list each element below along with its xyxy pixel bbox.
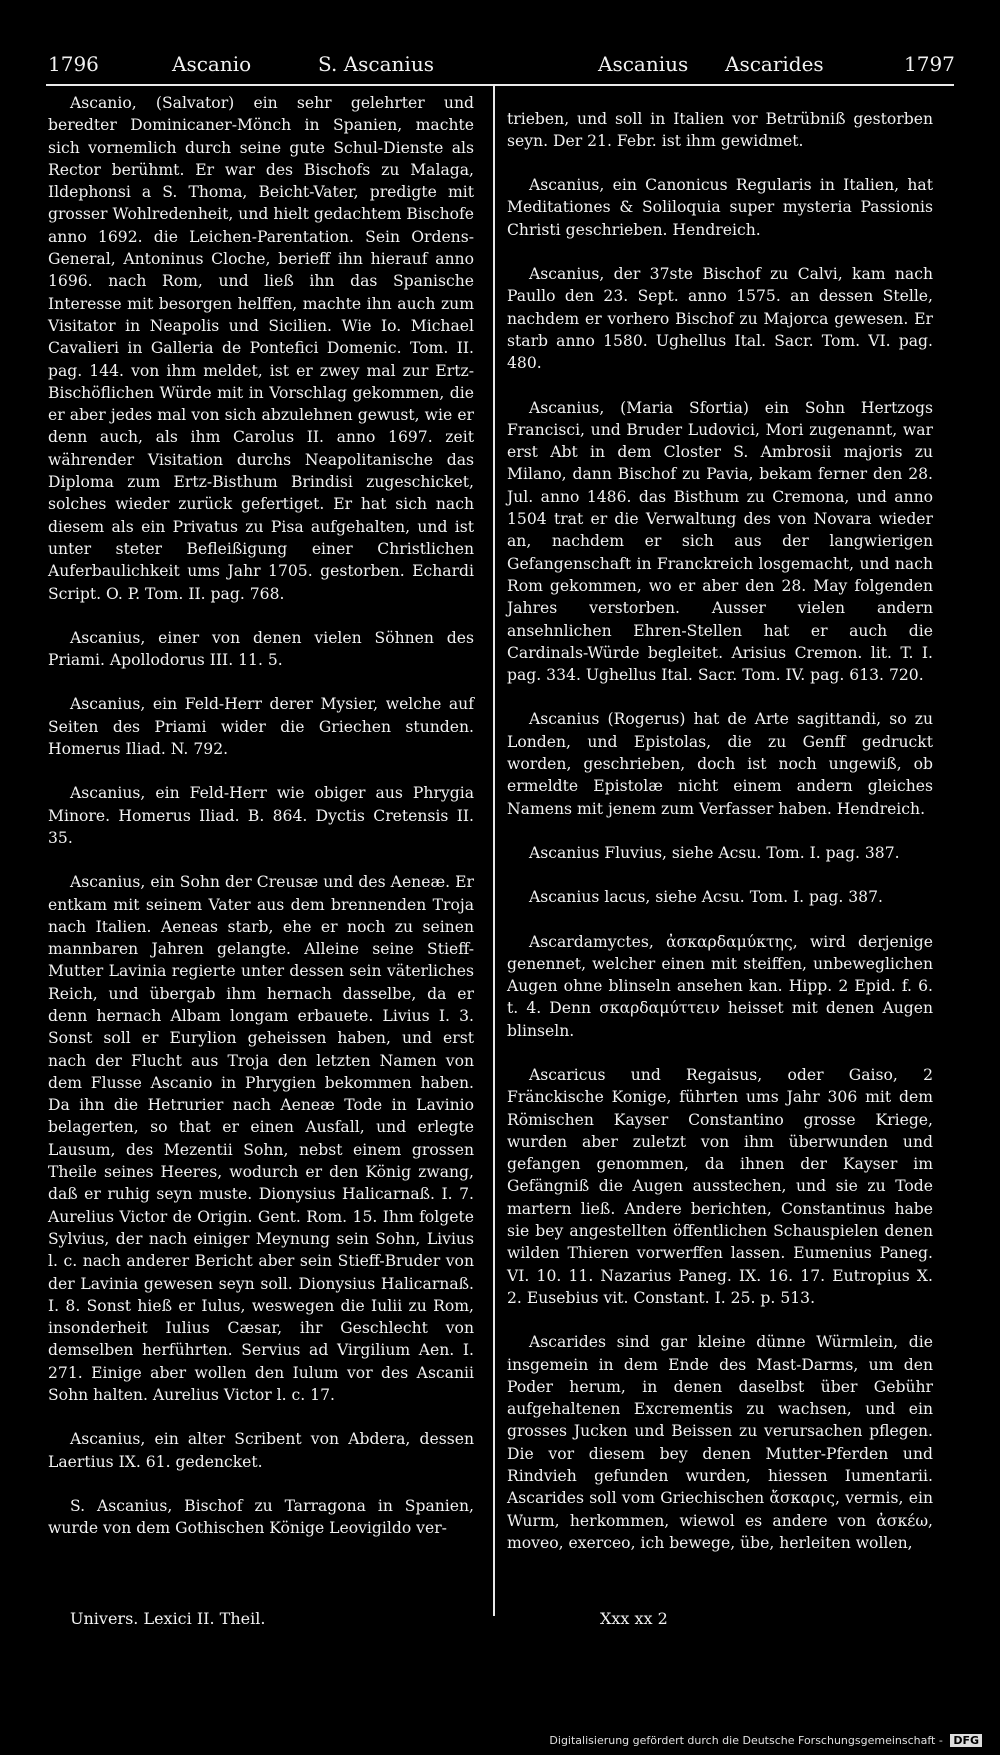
entry-text: Ascanius, einer von denen vielen Söhnen des Priami. Apollodorus III. 11. 5.	[48, 628, 474, 670]
entry-text: Ascanius, ein Canonicus Regularis in Italien, hat Meditationes & Soliloquia super mysteria Passionis Christi geschrieben. Hendreich.	[507, 176, 933, 239]
entry-text: Ascanius, ein Sohn der Creusæ und des Aeneæ. Er entkam mit seinem Vater aus dem brennenden Troja nach Italien. Aeneas starb, ehe er noch zu seinen mannbaren Jahren gelangte. Alleine seine Stieff-Mutter Lavinia regierte unter dessen sein väterliches Reich, und übergab ihm hernach dasselbe, da er denn hernach Albam longam erbauete. Livius I. 3. Sonst soll er Eurylion geheissen haben, und erst nach der Flucht aus Troja den letzten Namen von dem Flusse Ascanio in Phrygien bekommen haben. Da ihn die Hetrurier nach Aeneæ Tode in Lavinio belagerten, so that er einen Ausfall, und erlegte Lausum, des Mezentii Sohn, nebst einem grossen Theile seines Heeres, wodurch er den König zwang, daß er ruhig seyn muste. Dionysius Halicarnaß. I. 7. Aurelius Victor de Origin. Gent. Rom. 15. Ihm folgete Sylvius, der nach einiger Meynung sein Sohn, Livius l. c. nach anderer Bericht aber sein Stieff-Bruder von der Lavinia gewesen seyn soll. Dionysius Halicarnaß. I. 8. Sonst hieß er Iulus, weswegen die Iulii zu Rom, insonderheit Iulius Cæsar, ihr Geschlecht von demselben herführten. Servius ad Virgilium Aen. I. 271. Einige aber wollen den Iulum vor des Ascanii Sohn halten. Aurelius Victor l. c. 17.	[48, 873, 474, 1405]
entry-text: Ascanius, ein Feld-Herr wie obiger aus Phrygia Minore. Homerus Iliad. B. 864. Dyctis Cretensis II. 35.	[48, 784, 474, 847]
dfg-logo: DFG	[950, 1734, 982, 1747]
entry-text: Ascanius, ein Feld-Herr derer Mysier, welche auf Seiten des Priami wider die Griechen stunden. Homerus Iliad. N. 792.	[48, 695, 474, 759]
entry-text: Ascanius Fluvius, siehe Acsu. Tom. I. pag. 387.	[529, 843, 900, 862]
entry-ascanius-calvi	[507, 263, 933, 374]
entry-text: S. Ascanius, Bischof zu Tarragona in Spanien, wurde von dem Gothischen Könige Leovigildo ver-	[48, 1496, 474, 1538]
entry-text: Ascanius (Rogerus) hat de Arte sagittandi, so zu Londen, und Epistolas, die zu Genff gedruckt worden, geschrieben, doch ist noch ungewiß, ob ermeldte Epistolæ nicht einem andern gleiches Namens mit jenem zum Verfasser haben. Hendreich.	[507, 710, 933, 818]
entry-ascaricus	[507, 1064, 933, 1309]
header-title-left-1: Ascanio	[172, 52, 252, 76]
entry-s-ascanius	[48, 1495, 474, 1540]
entry-ascanius-maria-sfortia	[507, 397, 933, 687]
entry-ascanius-son-of-priam	[48, 627, 474, 672]
entry-ascanius-abdera	[48, 1428, 474, 1473]
entry-ascanius-canonicus	[507, 174, 933, 241]
entry-text: Ascanius, der 37ste Bischof zu Calvi, kam nach Paullo den 23. Sept. anno 1575. an dessen Stelle, nachdem er vorhero Bischof zu Majorca gewesen. Er starb anno 1580. Ughellus Ital. Sacr. Tom. VI. pag. 480.	[507, 265, 933, 373]
entry-text: Ascardamyctes, ἀσκαρδαμύκτης, wird derjenige genennet, welcher einen mit steiffen, unbeweglichen Augen ohne blinseln ansehen kan. Hipp. 2 Epid. f. 6. t. 4. Denn σκαρδαμύττειν heisset mit denen Augen blinseln.	[507, 932, 933, 1040]
digitization-footer	[549, 1734, 982, 1747]
running-header	[0, 52, 1000, 86]
header-title-right-2: Ascarides	[725, 52, 824, 76]
header-title-right-1: Ascanius	[598, 52, 689, 76]
entry-ascanius-fluvius	[507, 842, 933, 864]
header-title-left-2: S. Ascanius	[318, 52, 434, 76]
entry-ascanius-rogerus	[507, 708, 933, 819]
entry-ascanius-lacus	[507, 886, 933, 908]
entry-ascardamyctes	[507, 931, 933, 1042]
entry-continuation	[507, 108, 933, 153]
entry-text: Ascanius, (Maria Sfortia) ein Sohn Hertzogs Francisci, und Bruder Ludovici, Mori zugenannt, war erst Abt in dem Closter S. Ambrosii majoris zu Milano, dann Bischof zu Pavia, bekam ferner den 28. Jul. anno 1486. das Bisthum zu Cremona, und anno 1504 trat er die Verwaltung des von Novara wieder an, nachdem er sich aus der langwierigen Gefangenschaft in Franckreich losgemacht, und nach Rom gekommen, wo er aber den 28. May folgenden Jahres verstorben. Ausser vielen andern ansehnlichen Ehren-Stellen hat er auch die Cardinals-Würde begleitet. Arisius Cremon. lit. T. I. pag. 334. Ughellus Ital. Sacr. Tom. IV. pag. 613. 720.	[507, 398, 933, 685]
entry-text: Ascanio, (Salvator) ein sehr gelehrter und beredter Dominicaner-Mönch in Spanien, machte sich vornemlich durch seine gute Schul-Dienste als Rector berühmt. Er war des Bischofs zu Malaga, Ildephonsi a S. Thoma, Beicht-Vater, predigte mit grosser Wohlredenheit, und hielt gedachtem Bischofe anno 1692. die Leichen-Parentation. Sein Ordens-General, Antoninus Cloche, berieff ihn hierauf anno 1696. nach Rom, und ließ ihn das Spanische Interesse mit besorgen helffen, machte ihn auch zum Visitator in Neapolis und Sicilien. Wie Io. Michael Cavalieri in Galleria de Pontefici Domenic. Tom. II. pag. 144. von ihm meldet, ist er zwey mal zur Ertz-Bischöflichen Würde mit in Vorschlag gekommen, die er aber jedes mal von sich abzulehnen gewust, wie er denn auch, als ihm Carolus II. anno 1697. zeit währender Visitation durchs Neapolitanische das Diploma zum Ertz-Bisthum Brindisi zugeschicket, solches wieder zurück gefertiget. Er hat sich nach diesem als ein Privatus zu Pisa aufgehalten, und ist unter steter Befleißigung einer Christlichen Auferbaulichkeit ums Jahr 1705. gestorben. Echardi Script. O. P. Tom. II. pag. 768.	[48, 94, 474, 603]
entry-text: Ascarides sind gar kleine dünne Würmlein, die insgemein in dem Ende des Mast-Darms, um den Poder herum, in denen daselbst über Gebühr aufgehaltenen Excrementis zu wachsen, und ein grosses Jucken und Beissen zu verursachen pflegen. Die vor diesem bey denen Mutter-Pferden und Rindvieh gefunden wurden, hiessen Iumentarii. Ascarides soll vom Griechischen ἄσκαρις, vermis, ein Wurm, herkommen, wiewol es andere von ἀσκέω, moveo, exerceo, ich bewege, übe, herleiten wollen,	[507, 1333, 933, 1552]
footer-text: Digitalisierung gefördert durch die Deutsche Forschungsgemeinschaft -	[549, 1734, 943, 1747]
page-number-left: 1796	[48, 52, 99, 76]
header-rule	[46, 84, 954, 86]
signature-mark-left: Univers. Lexici II. Theil.	[70, 1609, 266, 1628]
entry-text: Ascanius, ein alter Scribent von Abdera, dessen Laertius IX. 61. gedencket.	[48, 1430, 474, 1471]
right-column	[507, 92, 933, 1576]
column-divider	[493, 86, 495, 1616]
entry-ascanius-mysian	[48, 693, 474, 760]
entry-ascanius-phrygian	[48, 782, 474, 849]
entry-ascanius-son-of-aeneas	[48, 871, 474, 1406]
entry-ascanio-salvator	[48, 92, 474, 605]
entry-ascarides	[507, 1331, 933, 1554]
entry-text: Ascaricus und Regaisus, oder Gaiso, 2 Fränckische Konige, führten ums Jahr 306 mit dem Römischen Kayser Constantino grosse Kriege, wurden aber zuletzt von ihm überwunden und gefangen genommen, da ihnen der Kayser im Gefängniß die Augen ausstechen, und sie zu Tode martern ließ. Andere berichten, Constantinus habe sie bey angestellten öffentlichen Schauspielen denen wilden Thieren vorwerffen lassen. Eumenius Paneg. VI. 10. 11. Nazarius Paneg. IX. 16. 17. Eutropius X. 2. Eusebius vit. Constant. I. 25. p. 513.	[507, 1065, 933, 1307]
page-number-right: 1797	[904, 52, 955, 76]
entry-text: trieben, und soll in Italien vor Betrübniß gestorben seyn. Der 21. Febr. ist ihm gewidmet.	[507, 109, 933, 150]
left-column	[48, 92, 474, 1562]
signature-mark-right: Xxx xx 2	[600, 1609, 668, 1628]
entry-text: Ascanius lacus, siehe Acsu. Tom. I. pag. 387.	[529, 888, 883, 907]
